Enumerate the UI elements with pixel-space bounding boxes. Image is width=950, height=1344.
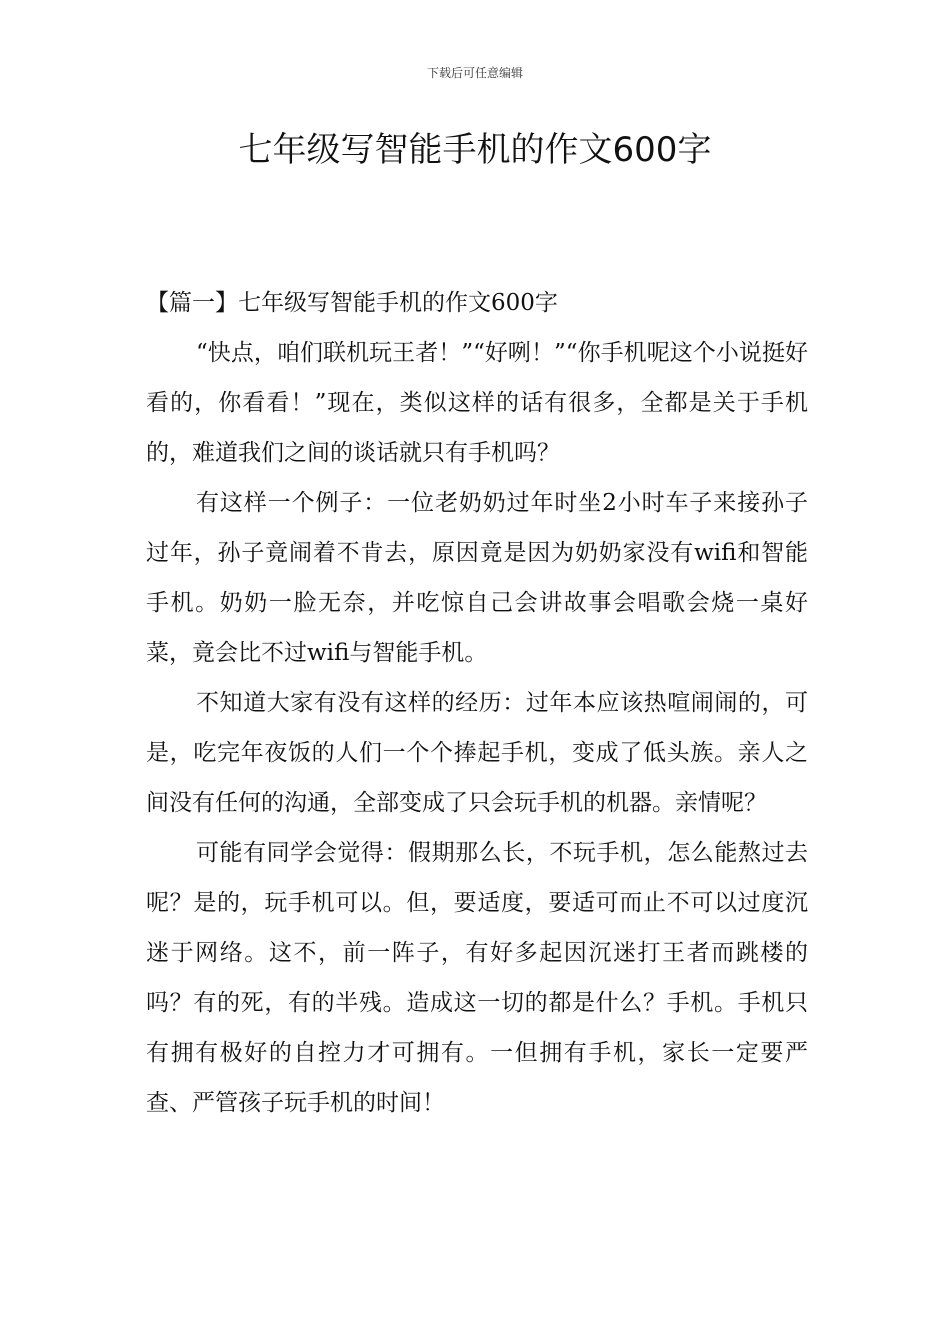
paragraph-4: 可能有同学会觉得：假期那么长，不玩手机，怎么能熬过去呢？是的，玩手机可以。但，要适度，要适可而止不可以过度沉迷于网络。这不，前一阵子，有好多起因沉迷打王者而跳楼的吗？有的死，有的半残。造成这一切的都是什么？手机。手机只有拥有极好的自控力才可拥有。一但拥有手机，家长一定要严查、严管孩子玩手机的时间！ — [146, 840, 808, 1116]
paragraph-3: 不知道大家有没有这样的经历：过年本应该热喧闹闹的，可是，吃完年夜饭的人们一个个捧起手机，变成了低头族。亲人之间没有任何的沟通，全部变成了只会玩手机的机器。亲情呢？ — [146, 690, 808, 816]
header-note: 下载后可任意编辑 — [426, 66, 523, 80]
section-heading: 【篇一】七年级写智能手机的作文600字 — [146, 290, 558, 316]
paragraph-2: 有这样一个例子：一位老奶奶过年时坐2小时车子来接孙子过年，孙子竟闹着不肯去，原因竟是因为奶奶家没有wifi和智能手机。奶奶一脸无奈，并吃惊自己会讲故事会唱歌会烧一桌好菜，竟会比不过wifi与智能手机。 — [146, 490, 808, 666]
document-title: 七年级写智能手机的作文600字 — [238, 130, 712, 170]
document-body — [146, 278, 808, 1128]
paragraph-1: “快点，咱们联机玩王者！”“好咧！”“你手机呢这个小说挺好看的，你看看！”现在，类似这样的话有很多，全都是关于手机的，难道我们之间的谈话就只有手机吗？ — [146, 340, 808, 466]
